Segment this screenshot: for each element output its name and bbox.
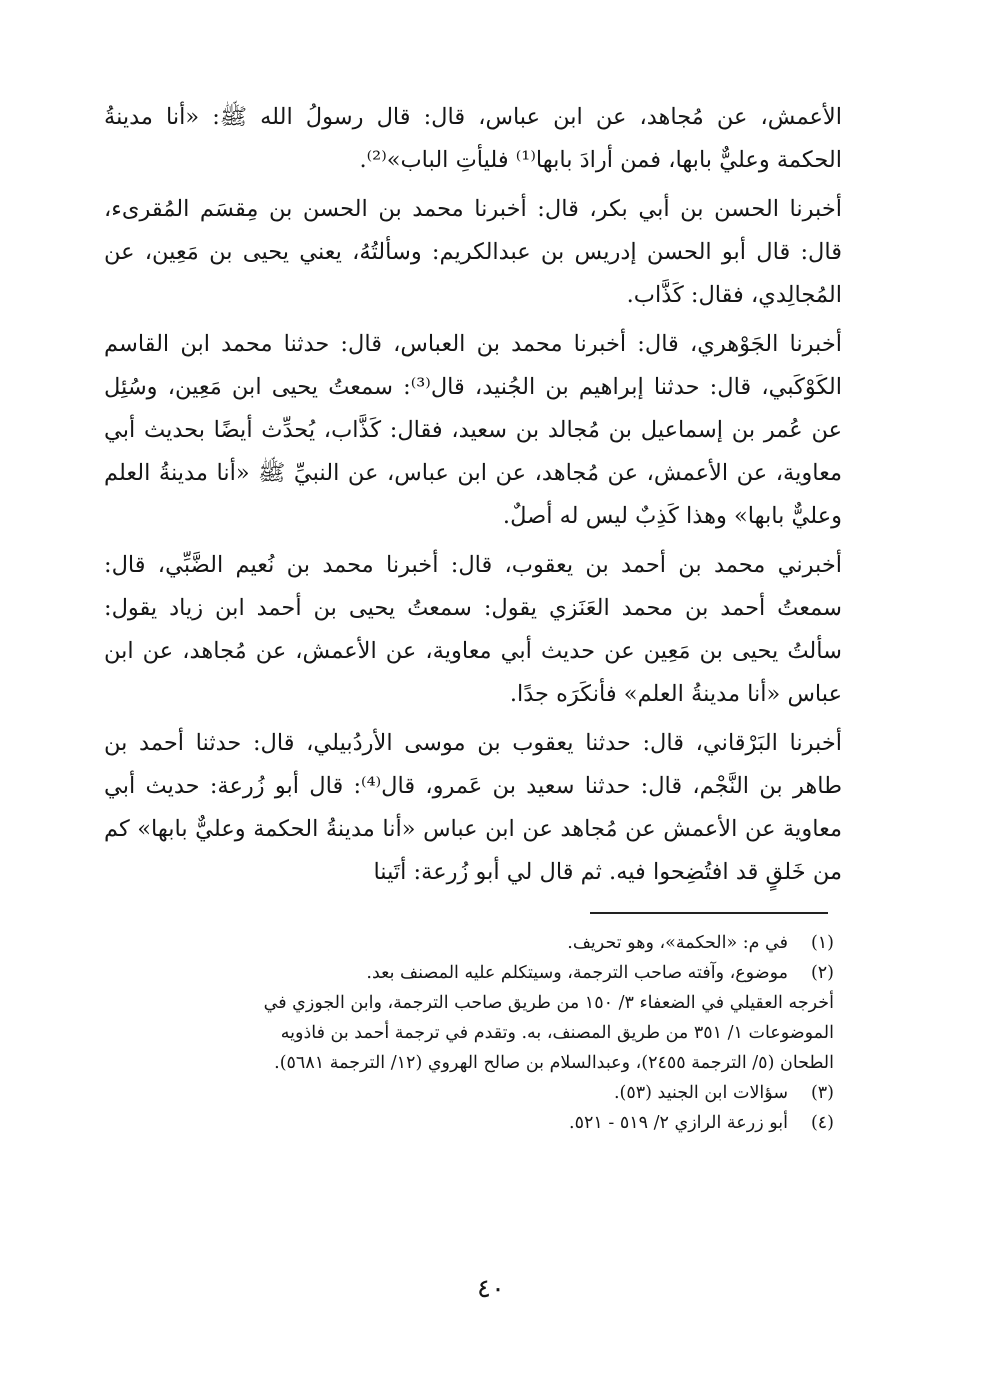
footnote-line: أبو زرعة الرازي ٢/ ٥١٩ - ٥٢١. xyxy=(569,1113,788,1133)
footnote-2-continuation xyxy=(104,988,834,1078)
footnote-line: موضوع، وآفته صاحب الترجمة، وسيتكلم عليه المصنف بعد. xyxy=(366,963,788,983)
footnote-text xyxy=(104,1078,788,1108)
footnote-1 xyxy=(104,928,834,958)
footnote-number: (٣) xyxy=(810,1083,834,1103)
paragraph-3: أخبرنا الجَوْهري، قال: أخبرنا محمد بن العباس، قال: حدثنا محمد ابن القاسم الكَوْكَبي، قال: حدثنا إبراهيم بن الجُنيد، قال⁽³⁾: سمعتُ يحيى ابن مَعِين، وسُئِل عن عُمر بن إسماعيل بن مُجالد بن سعيد، فقال: كَذَّاب، يُحدِّث أيضًا بحديث أبي معاوية، عن الأعمش، عن مُجاهد، عن ابن عباس، عن النبيِّ ﷺ «أنا مدينةُ العلم وعليٌّ بابها» وهذا كَذِبٌ ليس له أصلٌ. xyxy=(104,331,842,529)
footnote-4 xyxy=(104,1108,834,1138)
main-text xyxy=(104,96,842,894)
footnote-2 xyxy=(104,958,834,988)
page-number: ٤٠ xyxy=(477,1274,505,1304)
footnote-line: أخرجه العقيلي في الضعفاء ٣/ ١٥٠ من طريق صاحب الترجمة، وابن الجوزي في xyxy=(263,993,834,1013)
footnote-text xyxy=(104,958,788,988)
footnote-text xyxy=(104,988,834,1078)
footnote-separator xyxy=(590,912,828,914)
paragraph-2: أخبرنا الحسن بن أبي بكر، قال: أخبرنا محمد بن الحسن بن مِقسَم المُقرىء، قال: قال أبو الحسن إدريس بن عبدالكريم: وسألتُهُ، يعني يحيى بن مَعِين، عن المُجالِدي، فقال: كَذَّاب. xyxy=(104,196,842,308)
footnote-number: (٤) xyxy=(810,1113,834,1133)
footnote-3 xyxy=(104,1078,834,1108)
footnote-text xyxy=(104,928,788,958)
paragraph-5: أخبرنا البَرْقاني، قال: حدثنا يعقوب بن موسى الأردُبيلي، قال: حدثنا أحمد بن طاهر بن النَّجْم، قال: حدثنا سعيد بن عَمرو، قال⁽⁴⁾: قال أبو زُرعة: حديث أبي معاوية عن الأعمش عن مُجاهد عن ابن عباس «أنا مدينةُ الحكمة وعليٌّ بابها» كم من خَلقٍ قد افتُضِحوا فيه. ثم قال لي أبو زُرعة: أتَينا xyxy=(104,730,842,885)
footnote-text xyxy=(104,1108,788,1138)
footnote-line: في م: «الحكمة»، وهو تحريف. xyxy=(567,933,788,953)
footnote-line: الطحان (٥/ الترجمة ٢٤٥٥)، وعبدالسلام بن صالح الهروي (١٢/ الترجمة ٥٦٨١). xyxy=(274,1053,834,1073)
footnotes xyxy=(104,928,834,1138)
paragraph-1: الأعمش، عن مُجاهد، عن ابن عباس، قال: قال رسولُ الله ﷺ: «أنا مدينةُ الحكمة وعليٌّ بابها، فمن أرادَ بابها⁽¹⁾ فليأتِ الباب»⁽²⁾. xyxy=(104,104,842,173)
footnote-line: سؤالات ابن الجنيد (٥٣). xyxy=(613,1083,788,1103)
footnote-number: (٢) xyxy=(810,963,834,983)
footnote-line: الموضوعات ١/ ٣٥١ من طريق المصنف، به. وتقدم في ترجمة أحمد بن فاذويه xyxy=(280,1023,834,1043)
paragraph-4: أخبرني محمد بن أحمد بن يعقوب، قال: أخبرنا محمد بن نُعيم الضَّبِّي، قال: سمعتُ أحمد بن محمد العَنَزي يقول: سمعتُ يحيى بن أحمد ابن زياد يقول: سألتُ يحيى بن مَعِين عن حديث أبي معاوية، عن الأعمش، عن مُجاهد، عن ابن عباس «أنا مدينةُ العلم» فأنكَرَه جدًا. xyxy=(104,552,842,707)
footnote-number: (١) xyxy=(810,933,834,953)
